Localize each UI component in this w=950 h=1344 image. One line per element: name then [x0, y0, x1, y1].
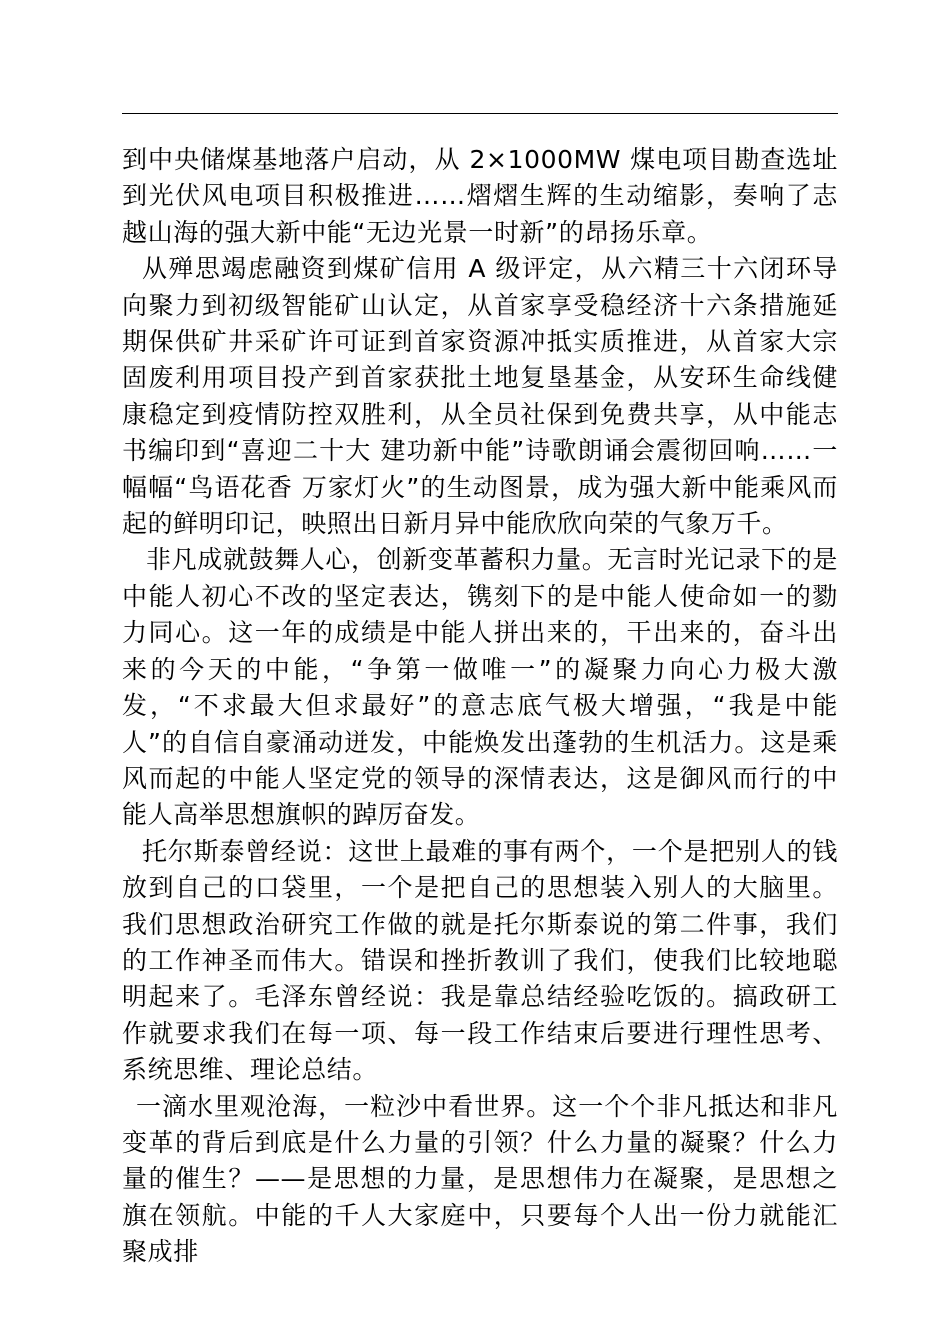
paragraph-3: 非凡成就鼓舞人心，创新变革蓄积力量。无言时光记录下的是中能人初心不改的坚定表达，镌刻下的是中能人使命如一的勠力同心。这一年的成绩是中能人拼出来的，干出来的，奋斗出来的今天的中能，“争第一做唯一”的凝聚力向心力极大激发，“不求最大但求最好”的意志底气极大增强，“我是中能人”的自信自豪涌动迸发，中能焕发出蓬勃的生机活力。这是乘风而起的中能人坚定党的领导的深情表达，这是御风而行的中能人高举思想旗帜的踔厉奋发。: [122, 545, 838, 830]
header-rule: [122, 113, 838, 114]
paragraph-4: 托尔斯泰曾经说：这世上最难的事有两个，一个是把别人的钱放到自己的口袋里，一个是把自己的思想装入别人的大脑里。我们思想政治研究工作做的就是托尔斯泰说的第二件事，我们的工作神圣而伟大。错误和挫折教训了我们，使我们比较地聪明起来了。毛泽东曾经说：我是靠总结经验吃饭的。搞政研工作就要求我们在每一项、每一段工作结束后要进行理性思考、系统思维、理论总结。: [122, 836, 838, 1085]
paragraph-5: 一滴水里观沧海，一粒沙中看世界。这一个个非凡抵达和非凡变革的背后到底是什么力量的引领？什么力量的凝聚？什么力量的催生？——是思想的力量，是思想伟力在凝聚，是思想之旗在领航。中能的千人大家庭中，只要每个人出一份力就能汇聚成排: [122, 1091, 838, 1267]
document-body: [122, 142, 838, 1271]
paragraph-2: 从殚思竭虑融资到煤矿信用 A 级评定，从六精三十六闭环导向聚力到初级智能矿山认定，从首家享受稳经济十六条措施延期保供矿井采矿许可证到首家资源冲抵实质推进，从首家大宗固废利用项目投产到首家获批土地复垦基金，从安环生命线健康稳定到疫情防控双胜利，从全员社保到免费共享，从中能志书编印到“喜迎二十大 建功新中能”诗歌朗诵会震彻回响……一幅幅“鸟语花香 万家灯火”的生动图景，成为强大新中能乘风而起的鲜明印记，映照出日新月异中能欣欣向荣的气象万千。: [122, 254, 838, 539]
paragraph-1: 到中央储煤基地落户启动，从 2×1000MW 煤电项目勘查选址到光伏风电项目积极推进……熠熠生辉的生动缩影，奏响了志越山海的强大新中能“无边光景一时新”的昂扬乐章。: [122, 145, 838, 247]
